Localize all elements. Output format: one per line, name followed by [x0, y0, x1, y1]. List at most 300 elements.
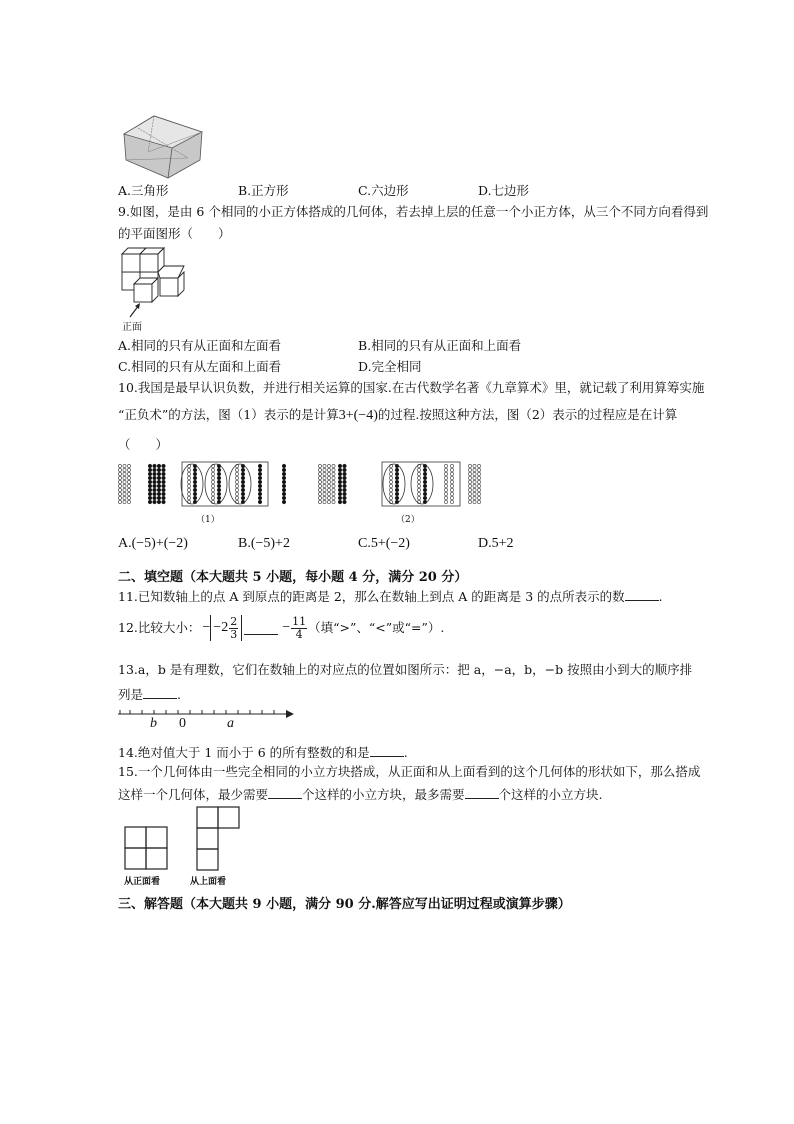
- rod-dot: [241, 496, 245, 500]
- compare-blank[interactable]: [244, 622, 278, 635]
- rod-dot: [468, 480, 471, 483]
- rod-dot: [282, 492, 286, 496]
- rod-dot: [477, 476, 480, 479]
- fraction-numerator: 11: [292, 614, 307, 628]
- rod-dot: [217, 468, 221, 472]
- axis-label-a: a: [227, 716, 234, 731]
- rod-dot: [258, 492, 262, 496]
- rod-dot: [258, 488, 262, 492]
- q13-stem-line2: [118, 686, 181, 703]
- rod-dot: [343, 496, 347, 500]
- section-3-title: 三、解答题（本大题共 9 小题，满分 90 分.解答应写出证明过程或演算步骤）: [118, 897, 571, 912]
- rod-dot: [318, 476, 321, 479]
- rod-dot: [323, 476, 326, 479]
- rod-dot: [327, 500, 330, 503]
- rod-dot: [211, 476, 214, 479]
- pair-ellipse: [229, 464, 251, 504]
- rod-dot: [148, 500, 152, 504]
- rod-dot: [343, 488, 347, 492]
- q9-option-a: A.相同的只有从正面和左面看: [118, 338, 282, 353]
- rod-dot: [473, 500, 476, 503]
- rod-dot: [468, 484, 471, 487]
- min-blank[interactable]: [268, 786, 302, 799]
- rod-dot: [217, 484, 221, 488]
- counting-rods-figure-2: [318, 462, 498, 506]
- rod-dot: [258, 464, 262, 468]
- rod-dot: [444, 488, 447, 491]
- rod-dot: [450, 468, 453, 471]
- rod-dot: [282, 480, 286, 484]
- rod-dot: [282, 488, 286, 492]
- rod-dot: [473, 472, 476, 475]
- rod-dot: [162, 484, 166, 488]
- rod-dot: [389, 472, 392, 475]
- option-a: A.三角形: [118, 183, 169, 198]
- rod-dot: [162, 496, 166, 500]
- rod-dot: [450, 496, 453, 499]
- rod-dot: [258, 472, 262, 476]
- rod-dot: [444, 480, 447, 483]
- q10-stem-line3: （ ）: [118, 437, 169, 452]
- rod-dot: [235, 496, 238, 499]
- rod-dot: [153, 468, 157, 472]
- rod-dot: [318, 500, 321, 503]
- rod-dot: [118, 500, 121, 503]
- rod-dot: [423, 492, 427, 496]
- rod-dot: [187, 484, 190, 487]
- rod-dot: [450, 472, 453, 475]
- rod-dot: [157, 464, 161, 468]
- fraction-2-3: [229, 616, 238, 641]
- q9-cubes-figure: [120, 250, 190, 310]
- rod-dot: [332, 476, 335, 479]
- rod-dot: [162, 476, 166, 480]
- max-blank[interactable]: [465, 786, 499, 799]
- rod-dot: [153, 488, 157, 492]
- q14-text: 14.绝对值大于 1 而小于 6 的所有整数的和是: [118, 745, 370, 760]
- rod-dot: [157, 472, 161, 476]
- rod-dot: [241, 480, 245, 484]
- rod-dot: [157, 480, 161, 484]
- rod-dot: [395, 472, 399, 476]
- answer-blank[interactable]: [143, 686, 177, 699]
- rod-dot: [148, 484, 152, 488]
- rod-dot: [282, 500, 286, 504]
- front-label: 正面: [122, 322, 142, 333]
- rod-dot: [153, 476, 157, 480]
- rod-dot: [473, 464, 476, 467]
- rod-dot: [127, 476, 130, 479]
- rod-dot: [473, 492, 476, 495]
- rod-dot: [162, 488, 166, 492]
- rod-dot: [318, 480, 321, 483]
- rod-dot: [148, 468, 152, 472]
- rod-dot: [332, 484, 335, 487]
- rod-dot: [217, 472, 221, 476]
- rod-dot: [389, 468, 392, 471]
- number-line: [118, 706, 298, 732]
- rod-dot: [118, 492, 121, 495]
- rod-dot: [332, 492, 335, 495]
- rod-dot: [282, 472, 286, 476]
- rod-dot: [162, 492, 166, 496]
- rod-dot: [338, 500, 342, 504]
- rod-dot: [118, 496, 121, 499]
- rod-dot: [338, 484, 342, 488]
- rod-dot: [338, 472, 342, 476]
- rod-dot: [417, 484, 420, 487]
- rod-dot: [127, 468, 130, 471]
- rod-dot: [118, 488, 121, 491]
- rod-dot: [327, 496, 330, 499]
- q11-text: 11.已知数轴上的点 A 到原点的距离是 2，那么在数轴上到点 A 的距离是 3 的点所表示的数: [118, 589, 625, 604]
- q15-stem-line1: 15.一个几何体由一些完全相同的小立方块搭成，从正面和从上面看到的这个几何体的形状如下，那么搭成: [118, 764, 701, 779]
- rod-dot: [123, 488, 126, 491]
- rod-dot: [211, 492, 214, 495]
- rod-dot: [162, 468, 166, 472]
- rod-dot: [477, 500, 480, 503]
- q9-stem-line2: 的平面图形（ ）: [118, 226, 231, 241]
- figure-1-label: （1）: [196, 515, 220, 525]
- rod-dot: [343, 492, 347, 496]
- top-view-figure: [196, 806, 240, 872]
- rod-dot: [395, 480, 399, 484]
- rod-dot: [323, 484, 326, 487]
- rod-dot: [332, 480, 335, 483]
- fraction-denominator: 4: [295, 627, 303, 641]
- rod-dot: [235, 484, 238, 487]
- rod-dot: [235, 488, 238, 491]
- q10-text-b: 的过程.按照这种方法，图（2）表示的过程应是在计算: [377, 407, 678, 422]
- rod-dot: [241, 472, 245, 476]
- rod-dot: [343, 480, 347, 484]
- q10-stem-line1: 10.我国是最早认识负数，并进行相关运算的国家.在古代数学名著《九章算术》里，就记载了利用算筹实施: [118, 380, 705, 395]
- rod-dot: [477, 480, 480, 483]
- rod-dot: [444, 468, 447, 471]
- rod-dot: [235, 472, 238, 475]
- rod-dot: [477, 488, 480, 491]
- rod-dot: [162, 480, 166, 484]
- q11-stem: [118, 588, 663, 605]
- rod-dot: [332, 468, 335, 471]
- rod-dot: [395, 496, 399, 500]
- rod-dot: [450, 476, 453, 479]
- rod-dot: [148, 472, 152, 476]
- rod-dot: [193, 468, 197, 472]
- rod-dot: [338, 496, 342, 500]
- rod-dot: [423, 468, 427, 472]
- rod-dot: [187, 476, 190, 479]
- rod-dot: [450, 484, 453, 487]
- rod-dot: [187, 468, 190, 471]
- rod-dot: [123, 468, 126, 471]
- option-d: D.七边形: [478, 183, 530, 198]
- rod-dot: [477, 464, 480, 467]
- rod-dot: [473, 496, 476, 499]
- q15-text-a: 这样一个几何体，最少需要: [118, 787, 269, 802]
- rod-dot: [118, 468, 121, 471]
- cube-section-figure: [118, 112, 208, 180]
- rod-dot: [211, 488, 214, 491]
- rod-dot: [343, 472, 347, 476]
- rod-dot: [318, 464, 321, 467]
- calc-box: [382, 462, 460, 506]
- q10-text-a: “正负术”的方法，图（1）表示的是计算: [118, 407, 339, 422]
- fraction-11-4: [291, 616, 307, 641]
- rod-dot: [327, 484, 330, 487]
- q14-end: .: [403, 745, 408, 760]
- rod-dot: [217, 492, 221, 496]
- rod-dot: [338, 492, 342, 496]
- rod-dot: [282, 476, 286, 480]
- rod-dot: [395, 476, 399, 480]
- rod-dot: [444, 492, 447, 495]
- rod-dot: [157, 468, 161, 472]
- rod-dot: [468, 492, 471, 495]
- rod-dot: [332, 500, 335, 503]
- q12-neg-sign: −: [202, 620, 211, 635]
- rod-dot: [153, 500, 157, 504]
- figure-2-label: （2）: [396, 515, 420, 525]
- front-view-figure: [124, 826, 168, 870]
- axis-label-0: 0: [179, 716, 186, 731]
- rod-dot: [477, 472, 480, 475]
- q13-text: 列是: [118, 687, 144, 702]
- rod-dot: [318, 472, 321, 475]
- rod-dot: [123, 476, 126, 479]
- q10-stem-line2: [118, 407, 677, 424]
- q9-stem-line1: 9.如图，是由 6 个相同的小正方体搭成的几何体，若去掉上层的任意一个小正方体，从三个不同方向看得到: [118, 204, 709, 219]
- rod-dot: [468, 476, 471, 479]
- rod-dot: [318, 488, 321, 491]
- rod-dot: [258, 484, 262, 488]
- rod-dot: [417, 480, 420, 483]
- answer-blank[interactable]: [625, 588, 659, 601]
- rod-dot: [468, 472, 471, 475]
- rod-dot: [389, 492, 392, 495]
- q13-stem-line1: 13.a，b 是有理数，它们在数轴上的对应点的位置如图所示：把 a，−a，b，−b 按照由小到大的顺序排: [118, 662, 693, 677]
- rod-dot: [235, 480, 238, 483]
- rod-dot: [118, 484, 121, 487]
- rod-dot: [187, 488, 190, 491]
- rod-dot: [258, 496, 262, 500]
- rod-dot: [127, 500, 130, 503]
- rod-dot: [323, 468, 326, 471]
- rod-dot: [389, 480, 392, 483]
- rod-dot: [187, 472, 190, 475]
- fraction-numerator: 2: [230, 614, 238, 628]
- rod-dot: [444, 472, 447, 475]
- rod-dot: [423, 476, 427, 480]
- rod-dot: [323, 472, 326, 475]
- rod-dot: [417, 496, 420, 499]
- rod-dot: [241, 492, 245, 496]
- rod-dot: [468, 468, 471, 471]
- rod-dot: [282, 484, 286, 488]
- rod-dot: [211, 468, 214, 471]
- rod-dot: [423, 472, 427, 476]
- rod-dot: [450, 480, 453, 483]
- q11-end: .: [658, 589, 663, 604]
- rod-dot: [332, 464, 335, 467]
- rod-dot: [127, 488, 130, 491]
- rod-dot: [148, 488, 152, 492]
- q13-end: .: [177, 687, 181, 702]
- pair-ellipse: [411, 464, 433, 504]
- rod-dot: [123, 480, 126, 483]
- rod-dot: [323, 500, 326, 503]
- rod-dot: [157, 488, 161, 492]
- counting-rods-figure-1: [118, 462, 298, 506]
- rod-dot: [327, 472, 330, 475]
- pair-ellipse: [383, 464, 405, 504]
- rod-dot: [332, 472, 335, 475]
- rod-dot: [444, 484, 447, 487]
- rod-dot: [211, 496, 214, 499]
- rod-dot: [395, 492, 399, 496]
- rod-dot: [162, 472, 166, 476]
- rod-dot: [323, 492, 326, 495]
- rod-dot: [258, 476, 262, 480]
- rod-dot: [417, 476, 420, 479]
- q9-option-c: C.相同的只有从左面和上面看: [118, 359, 282, 374]
- rod-dot: [123, 464, 126, 467]
- rod-dot: [123, 472, 126, 475]
- rod-dot: [327, 492, 330, 495]
- rod-dot: [217, 480, 221, 484]
- rod-dot: [477, 496, 480, 499]
- rod-dot: [323, 488, 326, 491]
- rod-dot: [444, 496, 447, 499]
- rod-dot: [318, 492, 321, 495]
- rod-dot: [148, 492, 152, 496]
- rod-dot: [217, 496, 221, 500]
- rod-dot: [323, 480, 326, 483]
- q12-stem: [118, 614, 444, 642]
- rod-dot: [473, 476, 476, 479]
- rod-dot: [468, 500, 471, 503]
- rod-dot: [193, 496, 197, 500]
- rod-dot: [235, 492, 238, 495]
- rod-dot: [123, 500, 126, 503]
- rod-dot: [193, 476, 197, 480]
- rod-dot: [211, 472, 214, 475]
- q12-neg-sign-2: −: [282, 620, 291, 635]
- rod-dot: [332, 496, 335, 499]
- rod-dot: [187, 496, 190, 499]
- q15-stem-line2: [118, 786, 603, 803]
- rod-dot: [153, 484, 157, 488]
- rod-dot: [127, 492, 130, 495]
- rod-dot: [423, 480, 427, 484]
- rod-dot: [153, 472, 157, 476]
- rod-dot: [282, 496, 286, 500]
- rod-dot: [148, 476, 152, 480]
- q15-text-b: 个这样的小立方块，最多需要: [302, 787, 465, 802]
- rod-dot: [473, 488, 476, 491]
- rod-dot: [118, 472, 121, 475]
- q10-option-d: D.5+2: [478, 536, 514, 551]
- pair-ellipse: [205, 464, 227, 504]
- rod-dot: [473, 480, 476, 483]
- rod-dot: [193, 472, 197, 476]
- rod-dot: [417, 488, 420, 491]
- rod-dot: [338, 468, 342, 472]
- rod-dot: [157, 484, 161, 488]
- rod-dot: [127, 484, 130, 487]
- rod-dot: [338, 480, 342, 484]
- rod-dot: [217, 488, 221, 492]
- rod-dot: [187, 492, 190, 495]
- q10-option-b: B.(−5)+2: [238, 536, 290, 551]
- rod-dot: [193, 492, 197, 496]
- rod-dot: [444, 464, 447, 467]
- rod-dot: [282, 468, 286, 472]
- rod-dot: [162, 500, 166, 504]
- rod-dot: [468, 464, 471, 467]
- rod-dot: [395, 468, 399, 472]
- rod-dot: [193, 480, 197, 484]
- option-c: C.六边形: [358, 183, 409, 198]
- rod-dot: [343, 484, 347, 488]
- rod-dot: [217, 476, 221, 480]
- rod-dot: [211, 480, 214, 483]
- answer-blank[interactable]: [370, 744, 404, 757]
- rod-dot: [444, 476, 447, 479]
- rod-dot: [343, 500, 347, 504]
- rod-dot: [241, 468, 245, 472]
- rod-dot: [258, 480, 262, 484]
- rod-dot: [417, 492, 420, 495]
- option-b: B.正方形: [238, 183, 289, 198]
- rod-dot: [127, 496, 130, 499]
- rod-dot: [123, 484, 126, 487]
- rod-dot: [193, 488, 197, 492]
- rod-dot: [148, 480, 152, 484]
- rod-dot: [235, 476, 238, 479]
- rod-dot: [389, 484, 392, 487]
- rod-dot: [343, 468, 347, 472]
- arrow-icon: [128, 302, 142, 318]
- rod-dot: [323, 496, 326, 499]
- rod-dot: [450, 492, 453, 495]
- rod-dot: [417, 472, 420, 475]
- rod-dot: [258, 468, 262, 472]
- rod-dot: [323, 464, 326, 467]
- fraction-denominator: 3: [230, 627, 238, 641]
- rod-dot: [389, 496, 392, 499]
- rod-dot: [423, 496, 427, 500]
- rod-dot: [338, 476, 342, 480]
- rod-dot: [118, 480, 121, 483]
- pair-ellipse: [181, 464, 203, 504]
- rod-dot: [318, 496, 321, 499]
- q12-suffix: （填“>”、“<”或“=”）.: [308, 620, 445, 635]
- rod-dot: [127, 480, 130, 483]
- q15-text-c: 个这样的小立方块.: [498, 787, 603, 802]
- rod-dot: [148, 464, 152, 468]
- rod-dot: [343, 464, 347, 468]
- q12-abs-expr: −2: [213, 620, 229, 635]
- q14-stem: [118, 744, 408, 761]
- rod-dot: [127, 464, 130, 467]
- section-2-title: 二、填空题（本大题共 5 小题，每小题 4 分，满分 20 分）: [118, 570, 468, 585]
- rod-dot: [327, 476, 330, 479]
- rod-dot: [327, 480, 330, 483]
- front-view-label: 从正面看: [124, 877, 161, 887]
- rod-dot: [235, 468, 238, 471]
- rod-dot: [343, 476, 347, 480]
